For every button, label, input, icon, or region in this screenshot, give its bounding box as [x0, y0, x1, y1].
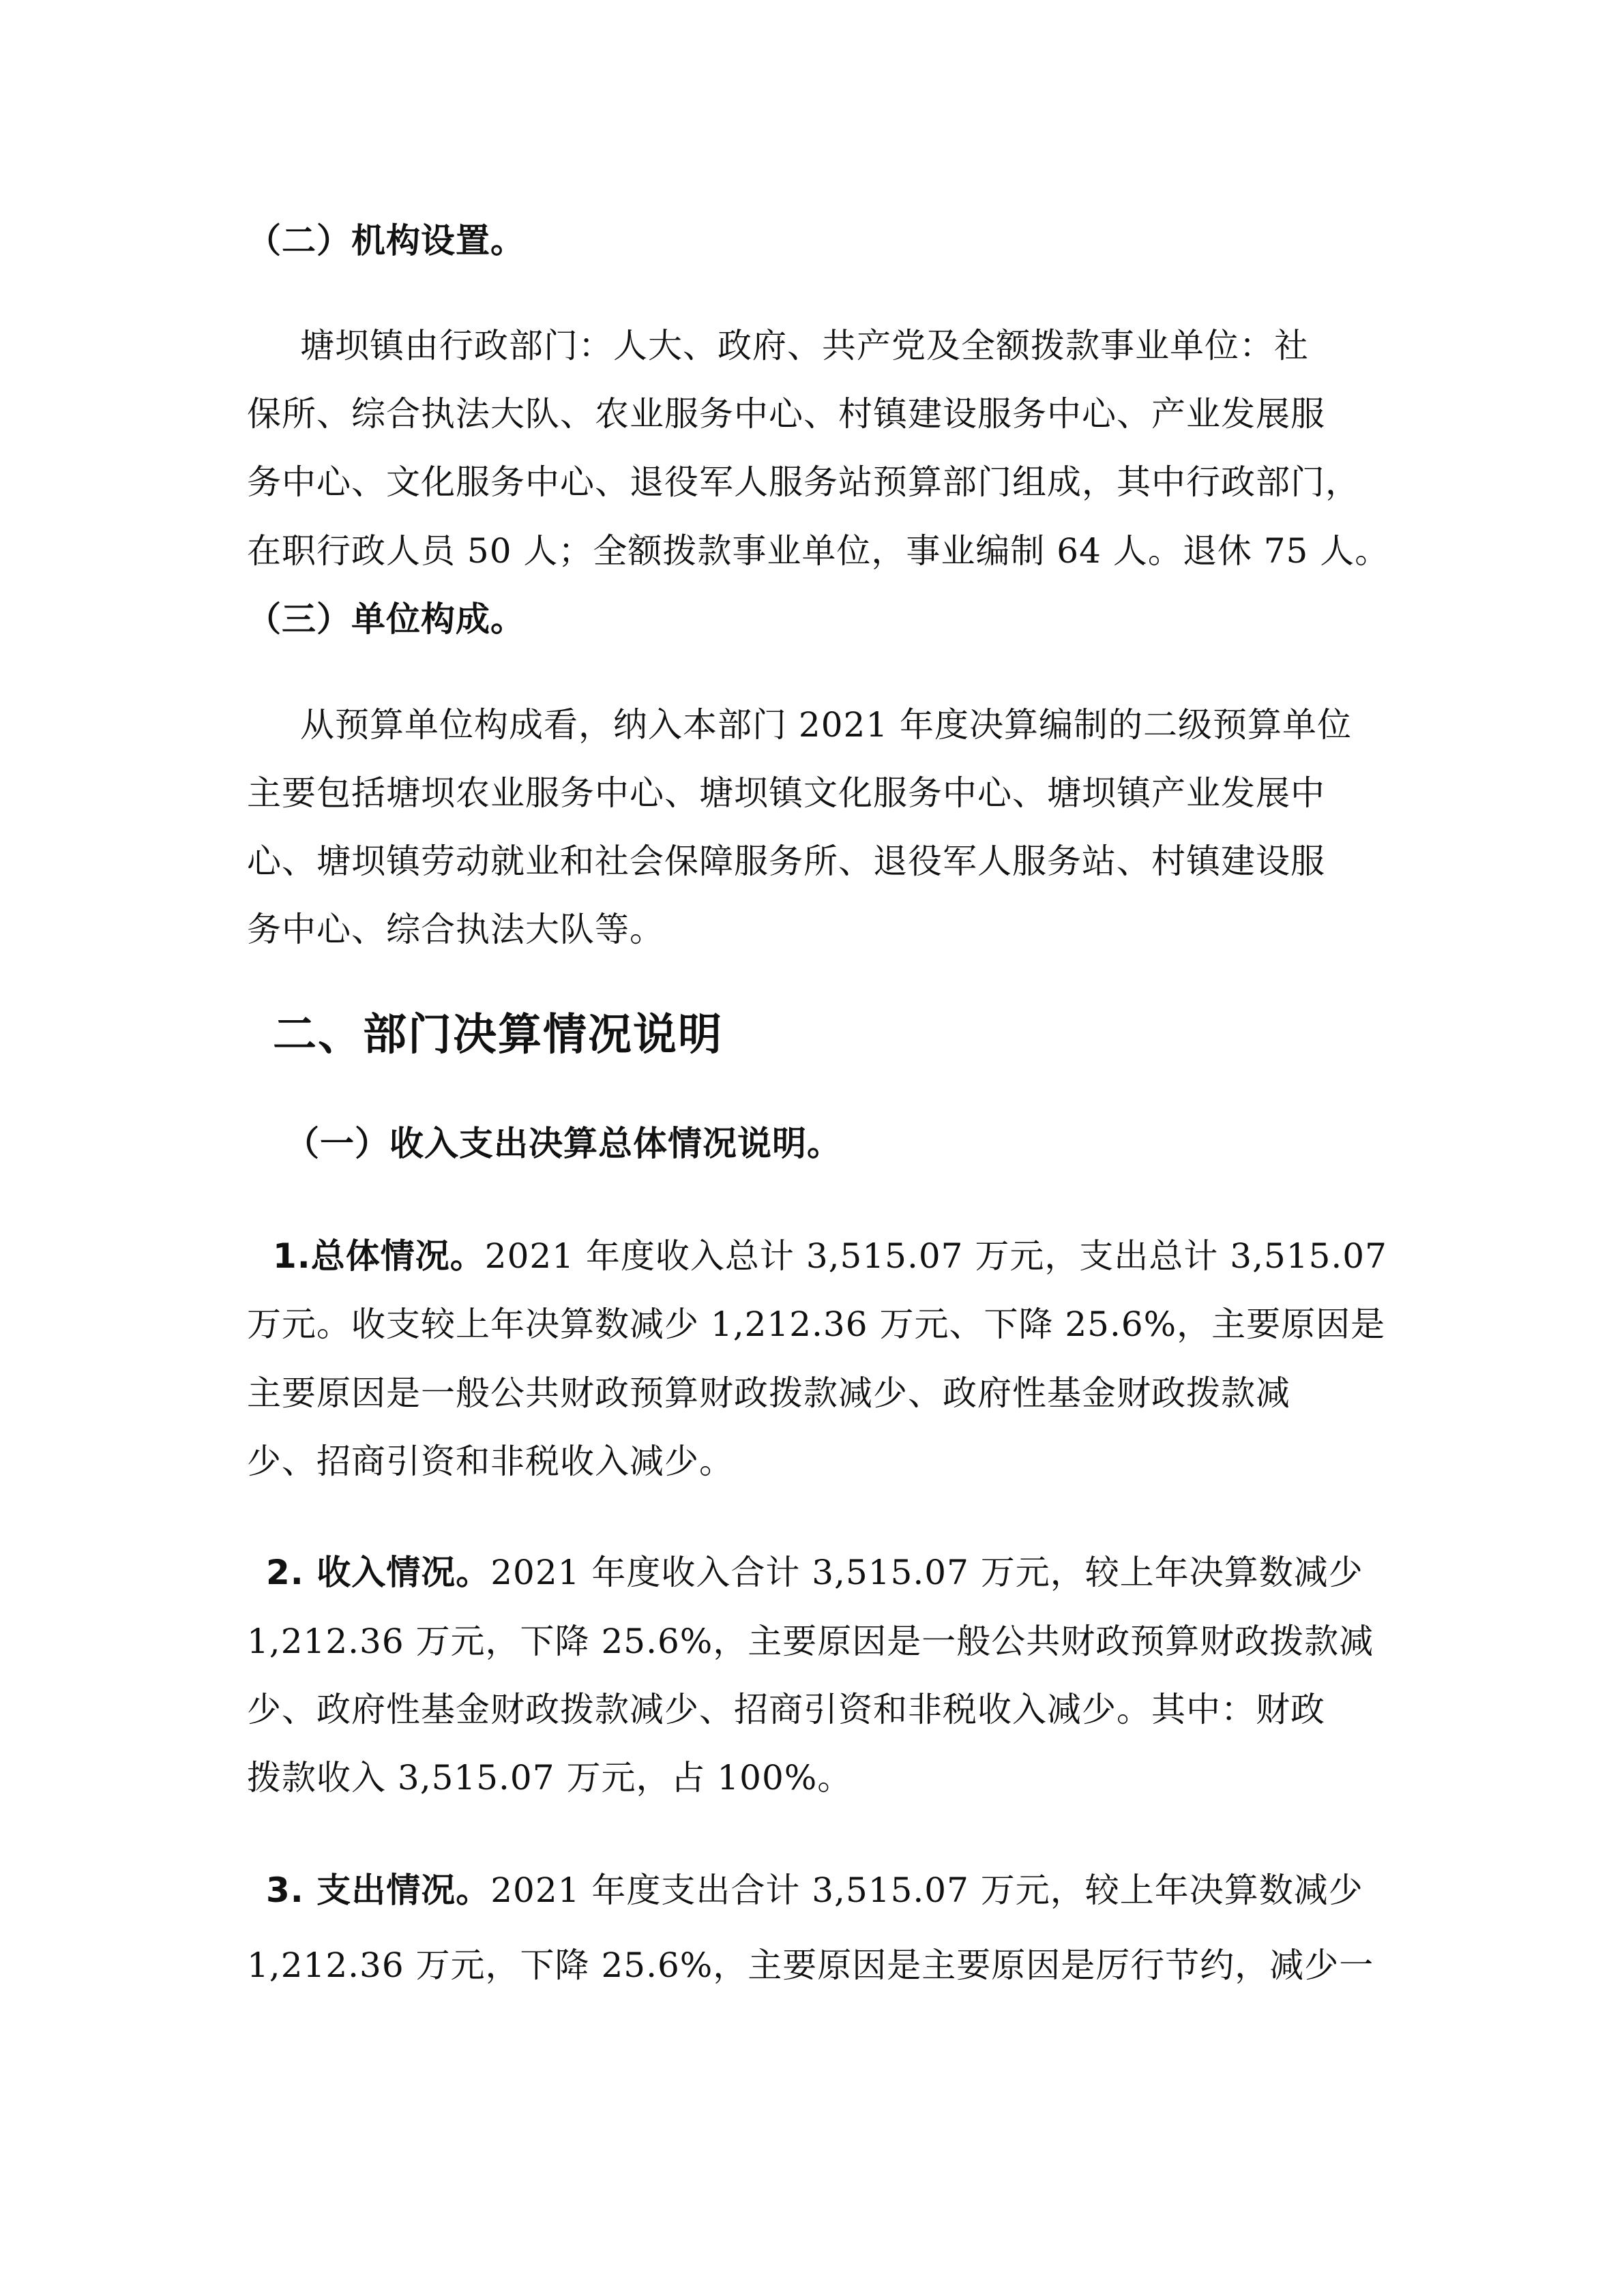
item-income-first-line — [266, 1552, 1363, 1593]
paragraph-line: 少、招商引资和非税收入减少。 — [247, 1442, 734, 1481]
paragraph-line: 少、政府性基金财政拨款减少、招商引资和非税收入减少。其中：财政 — [247, 1690, 1325, 1729]
paragraph-line: 1,212.36 万元，下降 25.6%，主要原因是一般公共财政预算财政拨款减 — [247, 1622, 1374, 1661]
section-heading-org: （二）机构设置。 — [247, 221, 525, 260]
paragraph-line: 保所、综合执法大队、农业服务中心、村镇建设服务中心、产业发展服 — [247, 394, 1325, 434]
paragraph-line: 1,212.36 万元，下降 25.6%，主要原因是主要原因是厉行节约，减少一 — [247, 1945, 1374, 1985]
item-label: 3. 支出情况。 — [266, 1870, 491, 1910]
paragraph-line: 务中心、文化服务中心、退役军人服务站预算部门组成，其中行政部门， — [247, 462, 1360, 502]
item-text: 2021 年度收入合计 3,515.07 万元，较上年决算数减少 — [490, 1553, 1363, 1592]
paragraph-line: 务中心、综合执法大队等。 — [247, 910, 664, 949]
paragraph-line: 万元。收支较上年决算数减少 1,212.36 万元、下降 25.6%，主要原因是 — [247, 1304, 1386, 1344]
chapter-title: 二、部门决算情况说明 — [273, 1010, 723, 1060]
paragraph-line: 塘坝镇由行政部门：人大、政府、共产党及全额拨款事业单位：社 — [300, 326, 1309, 366]
section-heading-units: （三）单位构成。 — [247, 599, 525, 639]
item-overview-first-line — [273, 1236, 1387, 1277]
paragraph-line: 拨款收入 3,515.07 万元，占 100%。 — [247, 1758, 853, 1798]
item-label: 1.总体情况。 — [273, 1236, 485, 1276]
paragraph-line: 主要包括塘坝农业服务中心、塘坝镇文化服务中心、塘坝镇产业发展中 — [247, 773, 1325, 813]
paragraph-line: 在职行政人员 50 人；全额拨款事业单位，事业编制 64 人。退休 75 人。 — [247, 531, 1390, 571]
paragraph-line: 从预算单位构成看，纳入本部门 2021 年度决算编制的二级预算单位 — [300, 705, 1353, 745]
item-text: 2021 年度收入总计 3,515.07 万元，支出总计 3,515.07 — [484, 1236, 1387, 1276]
paragraph-line: 主要原因是一般公共财政预算财政拨款减少、政府性基金财政拨款减 — [247, 1373, 1290, 1413]
item-expense-first-line — [266, 1870, 1363, 1911]
item-text: 2021 年度支出合计 3,515.07 万元，较上年决算数减少 — [490, 1870, 1363, 1910]
paragraph-line: 心、塘坝镇劳动就业和社会保障服务所、退役军人服务站、村镇建设服 — [247, 841, 1325, 881]
item-label: 2. 收入情况。 — [266, 1553, 491, 1592]
sub-heading-overview: （一）收入支出决算总体情况说明。 — [285, 1124, 842, 1163]
